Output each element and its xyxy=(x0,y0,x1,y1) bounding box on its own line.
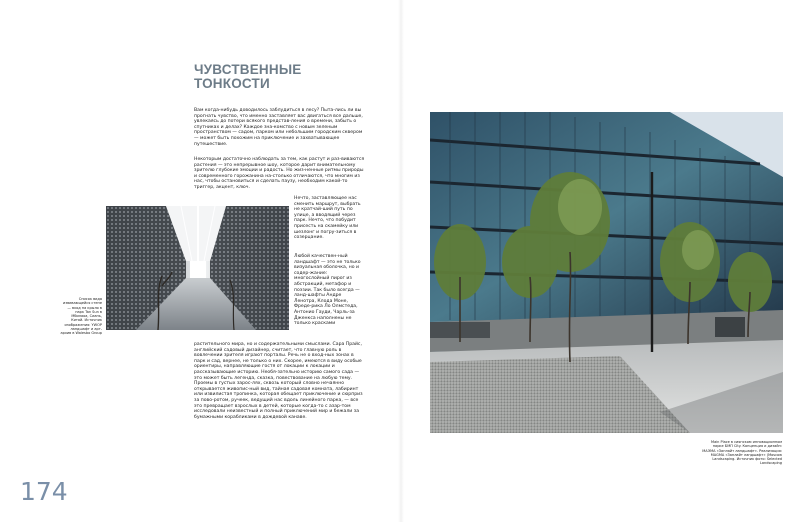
paragraph-second-continued: Нечто, заставляющее нас сменить маршрут, выбрать не кратчай-ший путь по улице, а вводящий через парк. Нечто, что побудит присесть на скамейку или шезлонг и погру-зиться в созерцание. xyxy=(294,196,361,241)
article-heading xyxy=(194,63,301,91)
building-photo xyxy=(430,112,783,433)
corridor-photo xyxy=(106,206,289,330)
heading-line-2: ТОНКОСТИ xyxy=(194,76,270,91)
paragraph-intro: Вам когда-нибудь доводилось заблудиться в лесу? Пыта-лись ли вы прогнать чувство, что именно заставляет вас двигаться все дальше, увлекаясь до потери всякого представ-ления о времени, забыть о спутниках и делах? Каждое зна-комство с новым зеленым пространством — садом, парком или небольшим городским сквером — может быть похожим на приключение и захватывающее путешествие. xyxy=(194,108,363,147)
heading-line-1: ЧУВСТВЕННЫЕ xyxy=(194,62,302,77)
page-gutter xyxy=(398,0,404,522)
right-photo-caption: Main Place в сиянском инновационном парке БМП City. Концепция и дизайн: МАЭМА «Заплайт ландшафт». Реализация: MAGMA «Заплайт ландшафт» (Moscow Landscaping. Источник фото: Selected Landscaping xyxy=(702,440,782,466)
corridor-illustration xyxy=(106,206,289,330)
paragraph-third: Любой качествен-ный ландшафт — это не только визуальная оболочка, но и содер-жание: многослойный пирог из абстракций, метафор и поэзии. Так было всегда — ланд-шафты Андре Ленотра, Клода Моне, Фреде-рика Ло Олмстеда, Антонио Гауди, Чарль-за Дженкса наполнены не только красками xyxy=(294,254,361,327)
left-photo-caption: Список вида извивающейся стене — вход на крыло в парк Tan Sun в Мбилаоа, Сиань, Китай. Источник изображения: YWOP ландшафт и арт-архив в Walesbo Group xyxy=(60,297,102,336)
page-number: 174 xyxy=(20,477,68,506)
paragraph-second: Некоторым достаточно наблюдать за тем, как растут и раз-виваются растения — это непрерывное шоу, которое дарит внимательному зрителю глубокие эмоции и радость. Но жиз-ненные ритмы природы и современного горожанина на-столько отличаются, что многим из нас, чтобы остановиться и сделать паузу, необходим какой-то триггер, акцент, ключ. xyxy=(194,157,365,190)
building-illustration xyxy=(430,112,783,433)
paragraph-third-continued: растительного мира, но и содержательными смыслами. Сара Прайс, английский садовый дизайнер, считает, что главную роль в вовлечении зрителя играют порталы. Речь не о вход-ных зонах в парк и сад, вернее, не только о них. Скорее, имеются в виду особые ориентиры, направляющие гостя от локации к локации и рассказывающие историю. Необя-зательно историю самого сада — это может быть легенда, сказка, повествование на любую тему. Проемы в густых зарос-лях, сквозь который словно нечаянно открывается живопис-ный вид, тайная садовая комната, лабиринт или извилистая тропинка, которая обещает приключение и сюрприз за пово-ротом, ручеек, ведущий нас вдоль линейного парка, — все это превращает взрослых в детей, которые когда-то с азар-том исследовали неизвестный и полный приключений мир и бежали за бумажными корабликами в дождевой канаве. xyxy=(194,342,363,420)
